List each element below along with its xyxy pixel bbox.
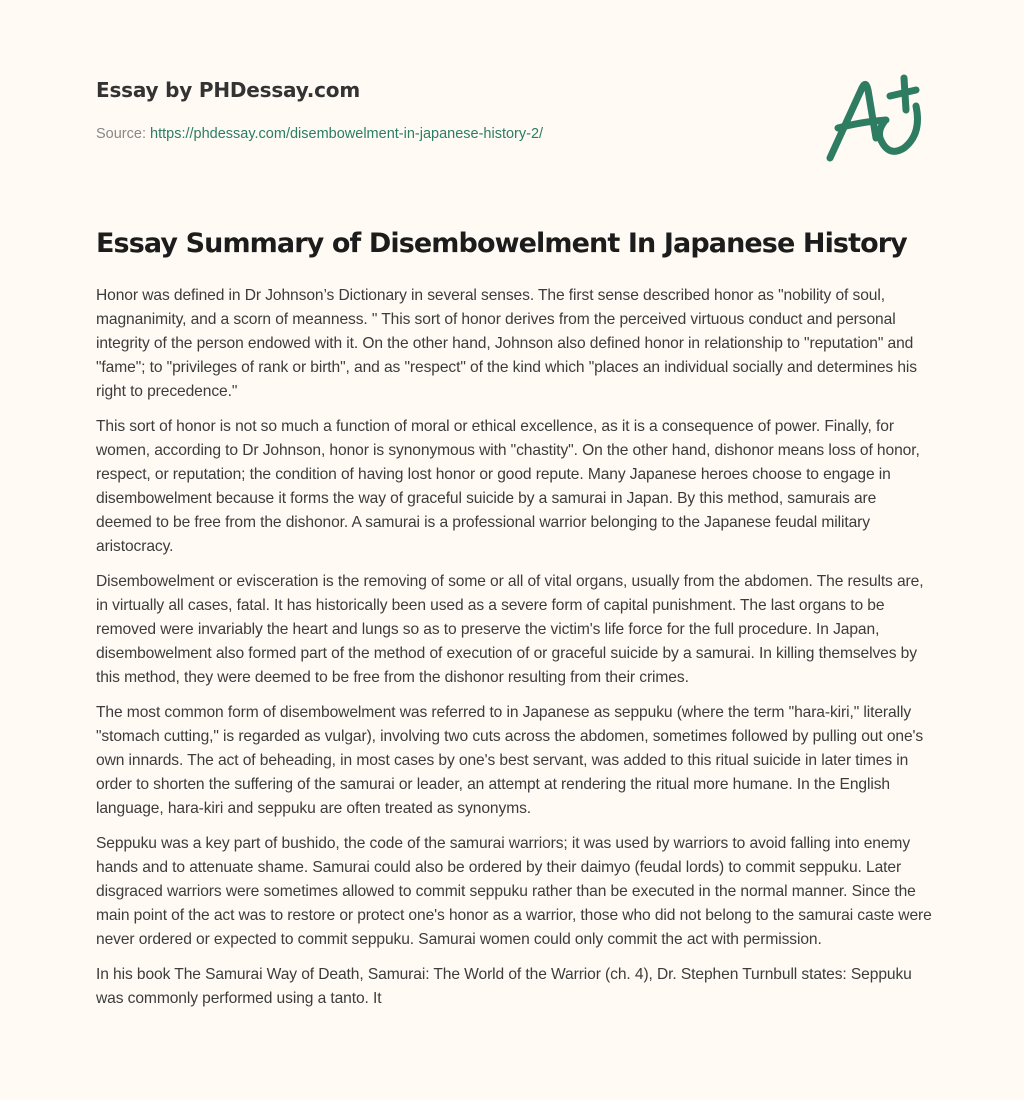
paragraph: Honor was defined in Dr Johnson’s Dictionary in several senses. The first sense described honor as "nobility of soul, magnanimity, and a scorn of meanness. " This sort of honor derives from the perceived virtuous conduct and personal integrity of the person endowed with it. On the other hand, Johnson also defined honor in relationship to "reputation" and "fame"; to "privileges of rank or birth", and as "respect" of the kind which "places an individual socially and determines his right to precedence." [96,287,917,400]
site-title: Essay by PHDessay.com [96,78,360,102]
article-body [96,284,936,1022]
page-title: Essay Summary of Disembowelment In Japanese History [96,228,907,259]
paragraph: The most common form of disembowelment was referred to in Japanese as seppuku (where the term "hara-kiri," literally "stomach cutting," is regarded as vulgar), involving two cuts across the abdomen, sometimes followed by pulling out one's own innards. The act of beheading, in most cases by one's best servant, was added to this ritual suicide in later times in order to shorten the suffering of the samurai or leader, an attempt at rendering the ritual more humane. In the English language, hara-kiri and seppuku are often treated as synonyms. [96,704,924,817]
source-label: Source: [96,126,146,142]
paragraph: Disembowelment or evisceration is the removing of some or all of vital organs, usually from the abdomen. The results are, in virtually all cases, fatal. It has historically been used as a severe form of capital punishment. The last organs to be removed were invariably the heart and lungs so as to preserve the victim's life force for the full procedure. In Japan, disembowelment also formed part of the method of execution of or graceful suicide by a samurai. In killing themselves by this method, they were deemed to be free from the dishonor resulting from their crimes. [96,573,924,686]
source-link[interactable]: https://phdessay.com/disembowelment-in-japanese-history-2/ [150,126,544,142]
a-plus-grade-icon [818,66,928,166]
page-header [96,76,796,144]
paragraph: This sort of honor is not so much a function of moral or ethical excellence, as it is a consequence of power. Finally, for women, according to Dr Johnson, honor is synonymous with "chastity". On the other hand, dishonor means loss of honor, respect, or reputation; the condition of having lost honor or good repute. Many Japanese heroes choose to engage in disembowelment because it forms the way of graceful suicide by a samurai in Japan. By this method, samurais are deemed to be free from the dishonor. A samurai is a professional warrior belonging to the Japanese feudal military aristocracy. [96,418,920,555]
paragraph: In his book The Samurai Way of Death, Samurai: The World of the Warrior (ch. 4), Dr. Stephen Turnbull states: Seppuku was commonly performed using a tanto. It [96,966,912,1007]
source-line [96,124,796,144]
paragraph: Seppuku was a key part of bushido, the code of the samurai warriors; it was used by warriors to avoid falling into enemy hands and to attenuate shame. Samurai could also be ordered by their daimyo (feudal lords) to commit seppuku. Later disgraced warriors were sometimes allowed to commit seppuku rather than be executed in the normal manner. Since the main point of the act was to restore or protect one's honor as a warrior, those who did not belong to the samurai caste were never ordered or expected to commit seppuku. Samurai women could only commit the act with permission. [96,835,932,948]
